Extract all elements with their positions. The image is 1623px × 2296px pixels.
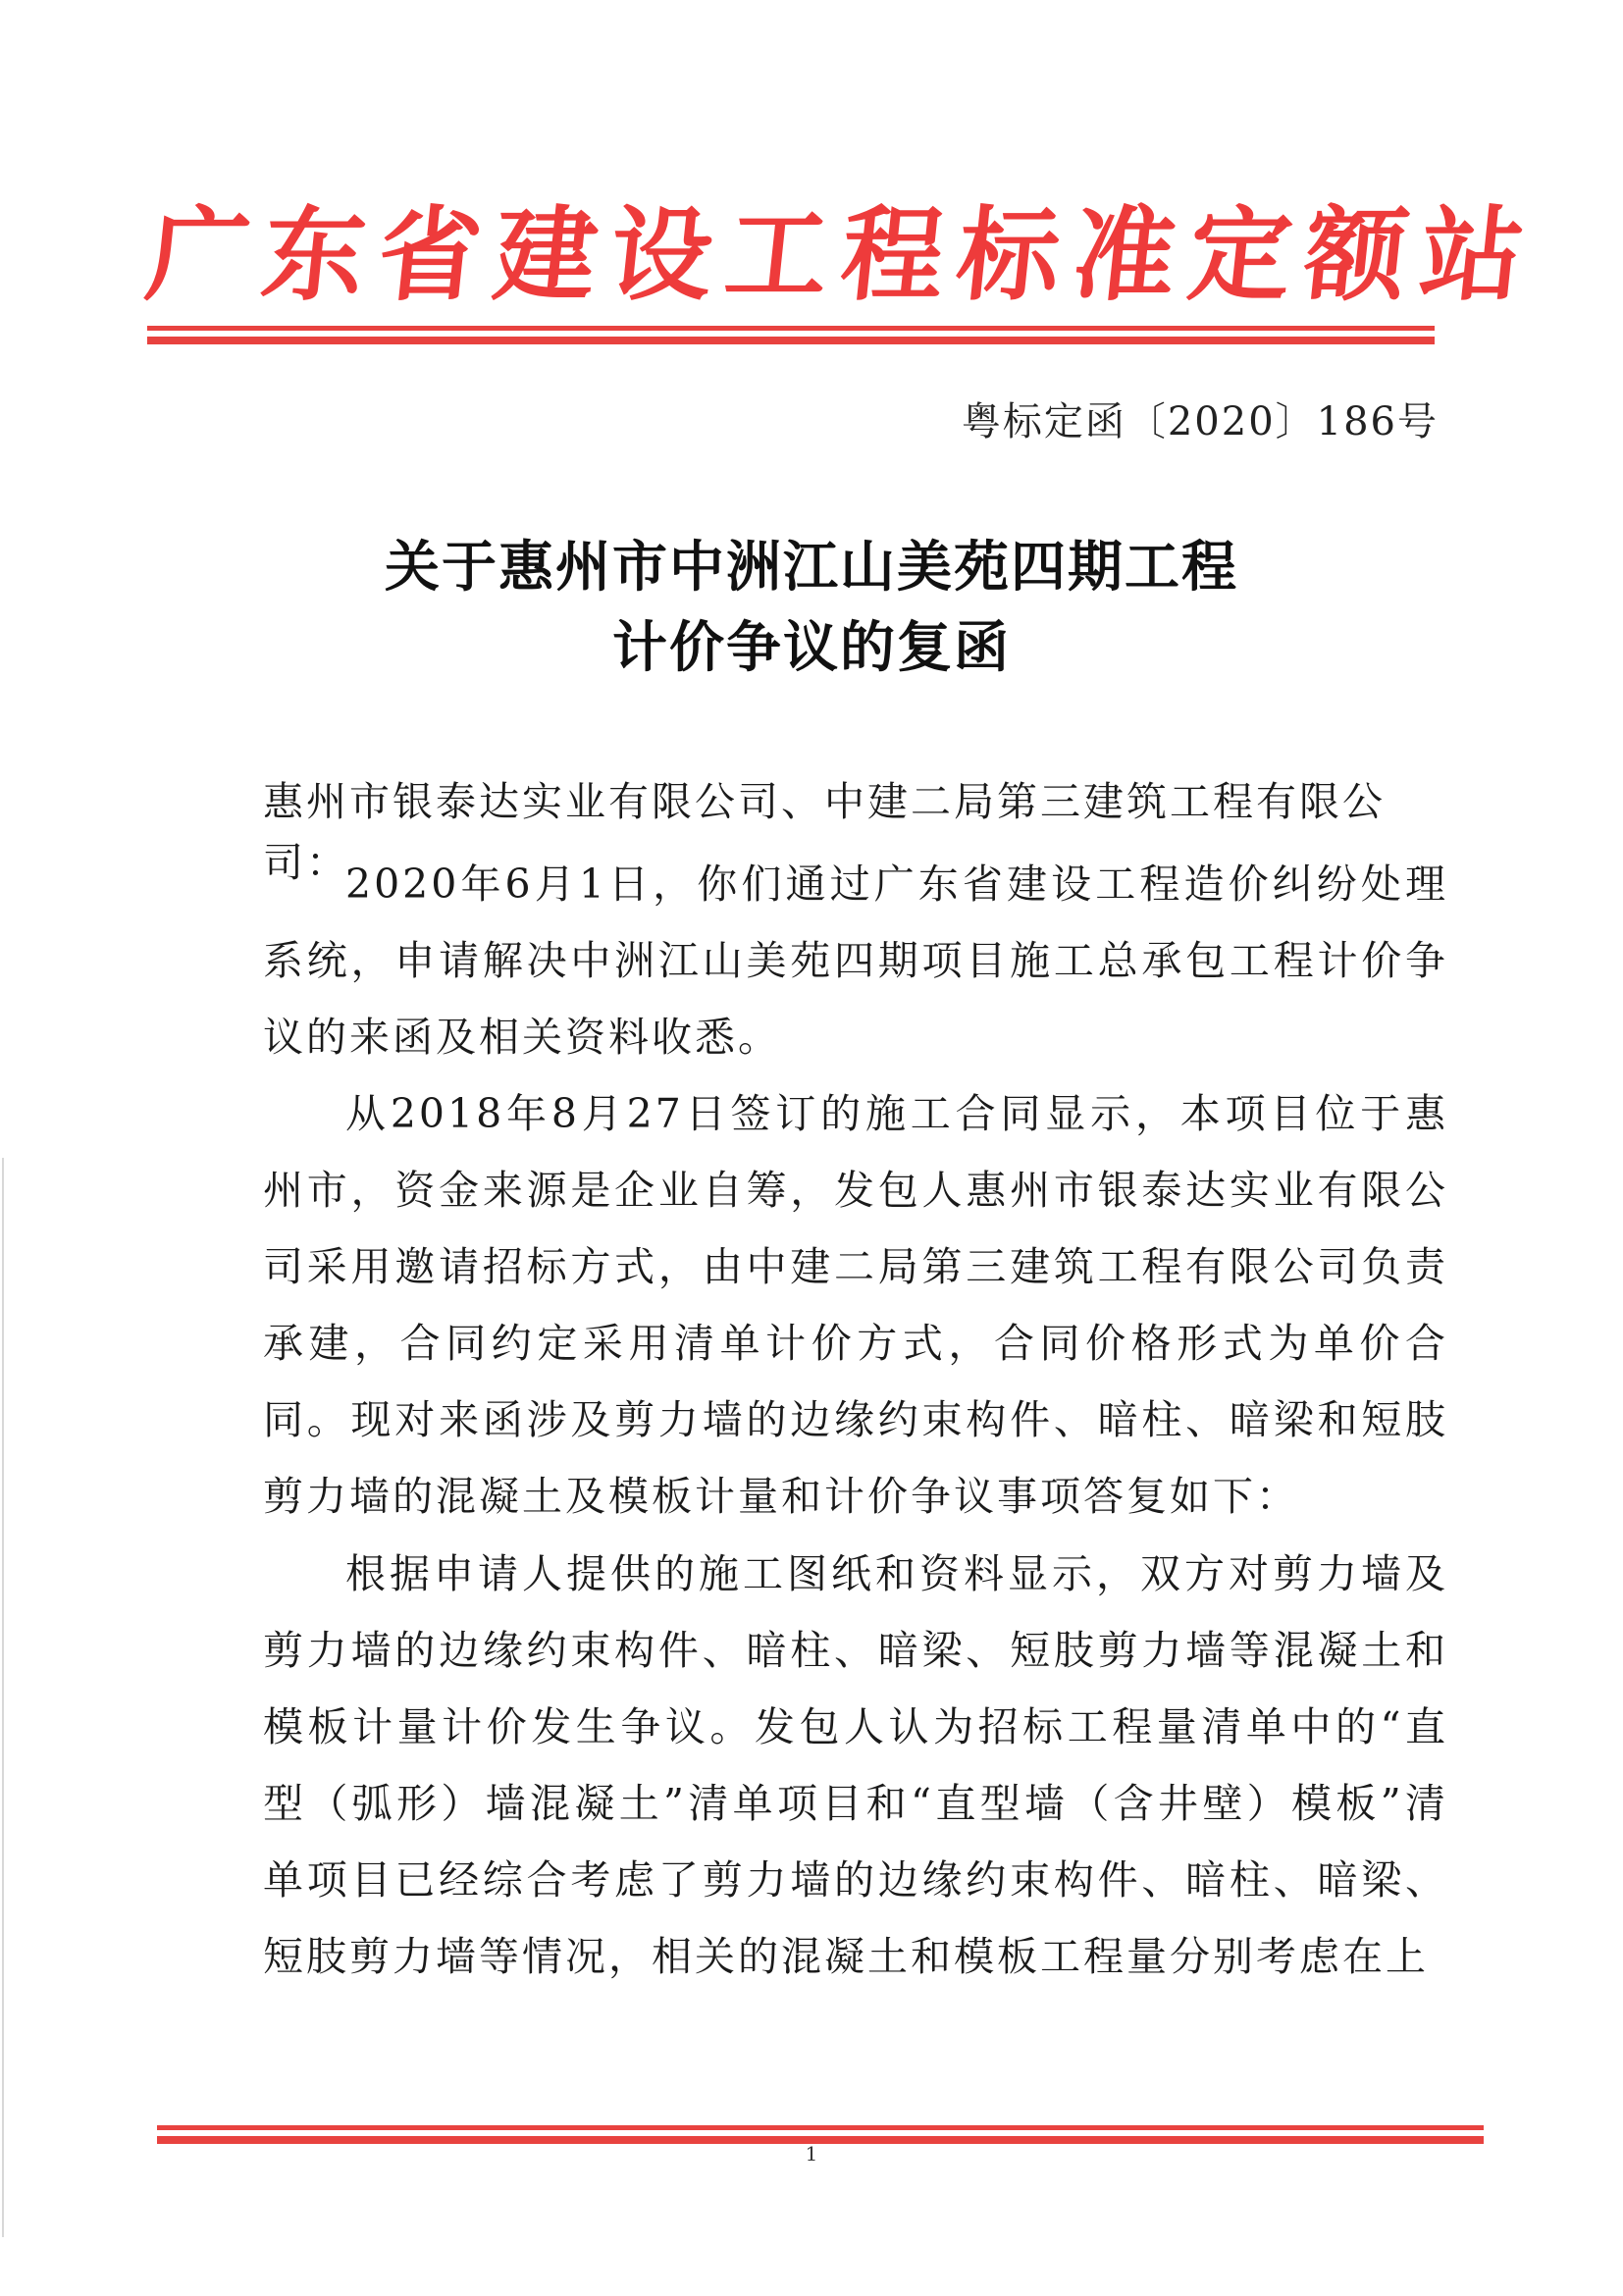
scan-edge-mark xyxy=(2,1158,4,2237)
page-number: 1 xyxy=(805,2142,818,2166)
footer-rule-thin xyxy=(157,2125,1484,2130)
body-paragraph-2: 从2018年8月27日签订的施工合同显示，本项目位于惠州市，资金来源是企业自筹，发包人惠州市银泰达实业有限公司采用邀请招标方式，由中建二局第三建筑工程有限公司负责承建，合同约定采用清单计价方式，合同价格形式为单价合同。现对来函涉及剪力墙的边缘约束构件、暗柱、暗梁和短肢剪力墙的混凝土及模板计量和计价争议事项答复如下： xyxy=(263,1090,1448,1520)
letterhead-title: 广东省建设工程标准定额站 xyxy=(140,195,1544,315)
salutation: 惠州市银泰达实业有限公司、中建二局第三建筑工程有限公司： xyxy=(263,778,1386,886)
document-number: 粤标定函〔2020〕186号 xyxy=(961,399,1439,444)
letterhead-rule-thick xyxy=(147,337,1435,344)
body-paragraph-3: 根据申请人提供的施工图纸和资料显示，双方对剪力墙及剪力墙的边缘约束构件、暗柱、暗梁、短肢剪力墙等混凝土和模板计量计价发生争议。发包人认为招标工程量清单中的“直型（弧形）墙混凝土”清单项目和“直型墙（含井壁）模板”清单项目已经综合考虑了剪力墙的边缘约束构件、暗柱、暗梁、短肢剪力墙等情况，相关的混凝土和模板工程量分别考虑在上 xyxy=(263,1550,1448,1980)
body-paragraph-1: 2020年6月1日，你们通过广东省建设工程造价纠纷处理系统，申请解决中洲江山美苑四期项目施工总承包工程计价争议的来函及相关资料收悉。 xyxy=(263,861,1448,1061)
letterhead-rule-thin xyxy=(147,326,1435,331)
document-title-line1: 关于惠州市中洲江山美苑四期工程 xyxy=(385,535,1238,600)
document-title-line2: 计价争议的复函 xyxy=(612,615,1011,680)
